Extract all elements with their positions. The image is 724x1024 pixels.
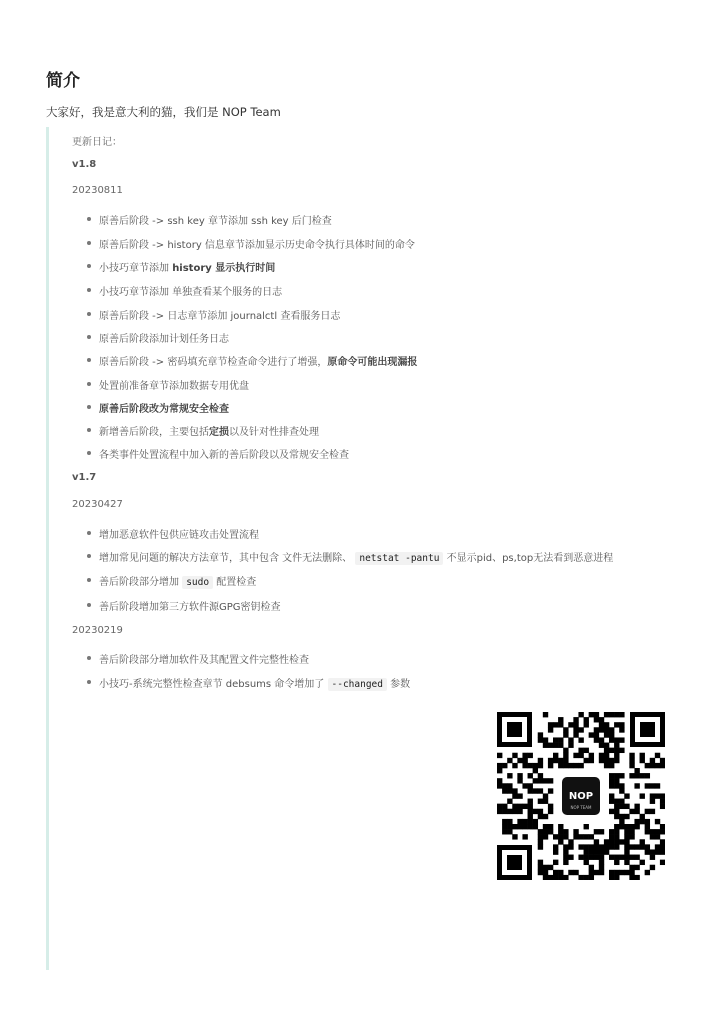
- inline-code: sudo: [182, 576, 213, 589]
- qr-code: [497, 712, 665, 880]
- document-page: 简介 大家好，我是意大利的猫，我们是 NOP Team 更新日记： v1.8 20230811 原善后阶段 -> ssh key 章节添加 ssh key 后门检查 原善后阶段 -> history 信息章节添加显示历史命令执行具体时间的命令 小技巧章节添加 history 显示执行时间 小技巧章节添加 单独查看某个服务的日志 原善后阶段 -> 日志章节添加 journalctl 查看服务日志 原善后阶段添加计划任务日志 原善后阶段 -> 密码填充章节检查命令进行了增强，原命令可能出现漏报 处置前准备章节添加数据专用优盘 原善后阶段改为常规安全检查 新增善后阶段，主要包括定损以及针对性排查处理 各类事件处置流程中加入新的善后阶段以及常规安全检查 v1.7 20230427 增加恶意软件包供应链攻击处置流程 增加常见问题的解决方法章节，其中包含 文件无法删除、 netstat -pantu 不显示pid、ps,top无法看到恶意进程 善后阶段部分增加 sudo 配置检查 善后阶段增加第三方软件源GPG密钥检查 20230219 善后阶段部分增加软件及其配置文件完整性检查 小技巧-系统完整性检查章节 debsums 命令增加了 --changed 参数 NOP NOP TEAM: [0, 0, 724, 1024]
- bullet-icon: [87, 428, 91, 432]
- bullet-icon: [87, 578, 91, 582]
- bullet-icon: [87, 335, 91, 339]
- date-20230811: 20230811: [72, 185, 123, 196]
- qr-finder-top-left: [497, 712, 532, 747]
- blockquote-bar: [46, 127, 49, 970]
- bullet-icon: [87, 680, 91, 684]
- svg-text:NOP TEAM: NOP TEAM: [570, 805, 592, 810]
- bullet-icon: [87, 241, 91, 245]
- qr-finder-top-right: [630, 712, 665, 747]
- svg-text:NOP: NOP: [568, 791, 594, 802]
- bullet-icon: [87, 656, 91, 660]
- inline-code: --changed: [328, 678, 387, 691]
- date-20230427: 20230427: [72, 499, 123, 510]
- bullet-icon: [87, 217, 91, 221]
- bullet-icon: [87, 531, 91, 535]
- date-20230219: 20230219: [72, 625, 123, 636]
- bullet-icon: [87, 312, 91, 316]
- section-title: 简介: [46, 71, 80, 91]
- bullet-icon: [87, 451, 91, 455]
- bullet-icon: [87, 405, 91, 409]
- bullet-icon: [87, 603, 91, 607]
- version-heading-v18: v1.8: [72, 159, 97, 170]
- bullet-icon: [87, 288, 91, 292]
- bullet-icon: [87, 264, 91, 268]
- changelog-label: 更新日记：: [72, 137, 122, 148]
- qr-finder-bottom-left: [497, 845, 532, 880]
- inline-code: netstat -pantu: [355, 552, 443, 565]
- bullet-icon: [87, 554, 91, 558]
- bullet-icon: [87, 358, 91, 362]
- nop-team-logo: [559, 774, 603, 818]
- intro-text: 大家好，我是意大利的猫，我们是 NOP Team: [46, 105, 281, 119]
- bullet-icon: [87, 382, 91, 386]
- version-heading-v17: v1.7: [72, 472, 97, 483]
